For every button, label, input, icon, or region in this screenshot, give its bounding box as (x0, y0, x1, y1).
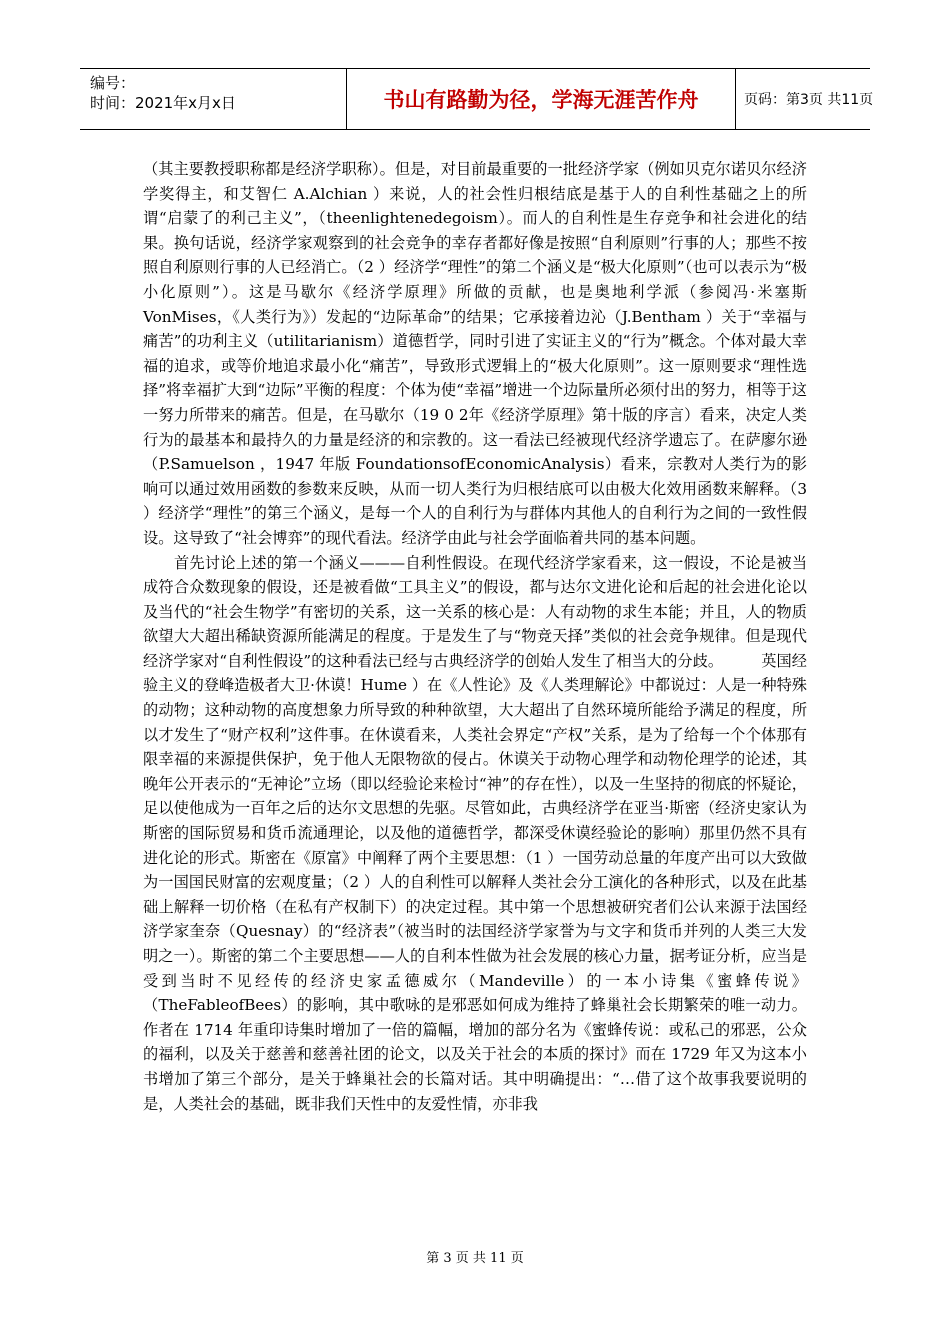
document-number-label: 编号： (90, 74, 136, 92)
body-text (143, 157, 807, 1116)
footer-page-number: 第 3 页 共 11 页 (426, 1251, 524, 1266)
header-page-label: 页码：第3页 共11页 (744, 92, 874, 108)
paragraph: 首先讨论上述的第一个涵义———自利性假设。在现代经济学家看来，这一假设，不论是被当成符合众数现象的假设，还是被看做“工具主义”的假设，都与达尔文进化论和后起的社会进化论以及当代的“社会生物学”有密切的关系，这一关系的核心是：人有动物的求生本能；并且，人的物质欲望大大超出稀缺资源所能满足的程度。于是发生了与“物竞天择”类似的社会竞争规律。但是现代经济学家对“自利性假设”的这种看法已经与古典经济学的创始人发生了相当大的分歧。 英国经验主义的登峰造极者大卫·休谟！Hume ）在《人性论》及《人类理解论》中都说过：人是一种特殊的动物；这种动物的高度想象力所导致的种种欲望，大大超出了自然环境所能给予满足的程度，所以才发生了“财产权利”这件事。在休谟看来，人类社会界定“产权”关系，是为了给每一个个体那有限幸福的来源提供保护，免于他人无限物欲的侵占。休谟关于动物心理学和动物伦理学的论述，其晚年公开表示的“无神论”立场（即以经验论来检讨“神”的存在性），以及一生坚持的彻底的怀疑论，足以使他成为一百年之后的达尔文思想的先驱。尽管如此，古典经济学在亚当·斯密（经济史家认为斯密的国际贸易和货币流通理论，以及他的道德哲学，都深受休谟经验论的影响）那里仍然不具有进化论的形式。斯密在《原富》中阐释了两个主要思想：（1 ）一国劳动总量的年度产出可以大致做为一国国民财富的宏观度量；（2 ）人的自利性可以解释人类社会分工演化的各种形式，以及在此基础上解释一切价格（在私有产权制下）的决定过程。其中第一个思想被研究者们公认来源于法国经济学家奎奈（Quesnay）的“经济表”（被当时的法国经济学家誉为与文字和货币并列的人类三大发明之一）。斯密的第二个主要思想——人的自利本性做为社会发展的核心力量，据考证分析，应当是受到当时不见经传的经济史家孟德威尔（Mandeville）的一本小诗集《蜜蜂传说》（TheFableofBees）的影响，其中歌咏的是邪恶如何成为维持了蜂巢社会长期繁荣的唯一动力。作者在 1714 年重印诗集时增加了一倍的篇幅，增加的部分名为《蜜蜂传说：或私己的邪恶，公众的福利，以及关于慈善和慈善社团的论文，以及关于社会的本质的探讨》而在 1729 年又为这本小书增加了第三个部分，是关于蜂巢社会的长篇对话。其中明确提出：“…借了这个故事我要说明的是，人类社会的基础，既非我们天性中的友爱性情，亦非我 (143, 553, 807, 1113)
header-meta (90, 73, 340, 113)
page-header (80, 68, 874, 130)
page-footer (0, 1247, 950, 1266)
document-date-label: 时间：2021年x月x日 (90, 94, 236, 112)
paragraph: （其主要教授职称都是经济学职称）。但是，对目前最重要的一批经济学家（例如贝克尔诺贝尔经济学奖得主，和艾智仁 A.Alchian ）来说，人的社会性归根结底是基于人的自利性基础之上的所谓“启蒙了的利己主义”，（theenlightenedegoism）。而人的自利性是生存竞争和社会进化的结果。换句话说，经济学家观察到的社会竞争的幸存者都好像是按照“自利原则”行事的人；那些不按照自利原则行事的人已经消亡。（2 ）经济学“理性”的第二个涵义是“极大化原则”（也可以表示为“极小化原则”）。这是马歇尔《经济学原理》所做的贡献，也是奥地利学派（参阅冯·米塞斯 VonMises，《人类行为》）发起的“边际革命”的结果；它承接着边沁（J.Bentham ）关于“幸福与痛苦”的功利主义（utilitarianism）道德哲学，同时引进了实证主义的“行为”概念。个体对最大幸福的追求，或等价地追求最小化“痛苦”，导致形式逻辑上的“极大化原则”。这一原则要求“理性选择”将幸福扩大到“边际”平衡的程度：个体为使“幸福”增进一个边际量所必须付出的努力，相等于这一努力所带来的痛苦。但是，在马歇尔（19 0 2年《经济学原理》第十版的序言）看来，决定人类行为的最基本和最持久的力量是经济的和宗教的。这一看法已经被现代经济学遗忘了。在萨廖尔逊（P.Samuelson ，1947 年版 FoundationsofEconomicAnalysis）看来，宗教对人类行为的影响可以通过效用函数的参数来反映，从而一切人类行为归根结底可以由极大化效用函数来解释。（3 ）经济学“理性”的第三个涵义，是每一个人的自利行为与群体内其他人的自利行为之间的一致性假设。这导致了“社会博弈”的现代看法。经济学由此与社会学面临着共同的基本问题。 (143, 160, 807, 547)
header-motto: 书山有路勤为径，学海无涯苦作舟 (346, 69, 736, 129)
